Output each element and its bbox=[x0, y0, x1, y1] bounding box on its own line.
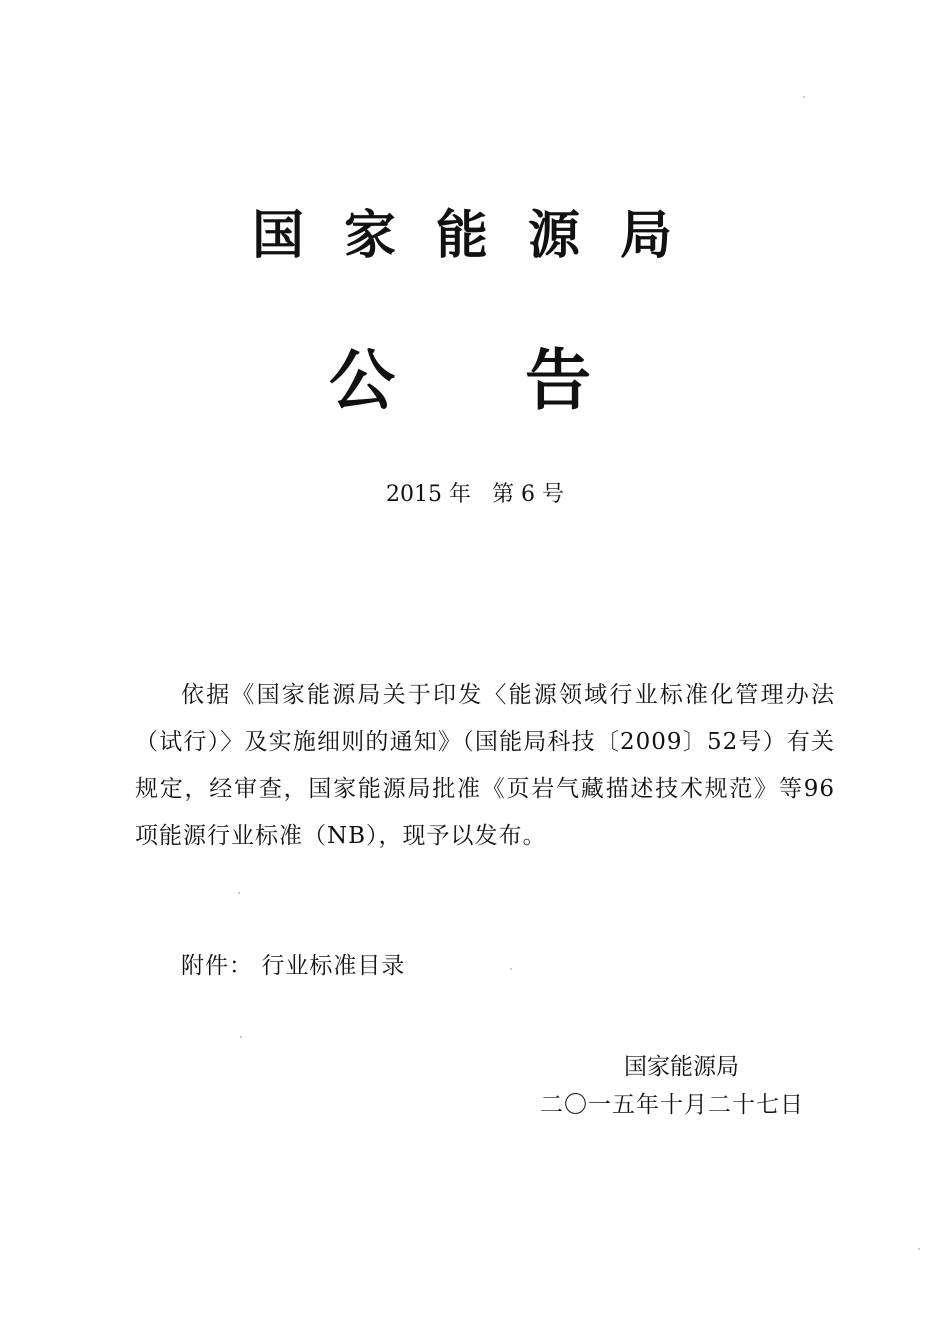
doc-year: 2015 bbox=[385, 482, 442, 507]
signature-organization: 国家能源局 bbox=[624, 1054, 739, 1080]
attachment-line bbox=[181, 946, 405, 986]
doc-number-prefix: 第 bbox=[491, 482, 514, 507]
doc-number-suffix: 号 bbox=[542, 482, 565, 507]
notice-title: 公告 bbox=[329, 341, 721, 419]
signature-date: 二〇一五年十月二十七日 bbox=[540, 1092, 804, 1118]
scan-speck bbox=[803, 96, 805, 98]
scan-speck bbox=[510, 968, 512, 970]
scan-speck bbox=[240, 1036, 242, 1038]
doc-year-unit: 年 bbox=[448, 482, 471, 507]
attachment-label: 附件： bbox=[181, 953, 253, 979]
scan-speck bbox=[238, 892, 240, 894]
agency-title: 国家能源局 bbox=[251, 205, 712, 266]
attachment-value: 行业标准目录 bbox=[261, 953, 406, 979]
doc-number-value: 6 bbox=[521, 482, 535, 507]
body-paragraph: 依据《国家能源局关于印发〈能源领域行业标准化管理办法（试行）〉及实施细则的通知》（国能局科技〔2009〕52号）有关规定，经审查，国家能源局批准《页岩气藏描述技术规范》等96项能源行业标准（NB），现予以发布。 bbox=[135, 682, 835, 849]
document-number bbox=[0, 478, 950, 512]
signature-block bbox=[540, 1048, 810, 1124]
scan-speck bbox=[918, 1248, 920, 1250]
